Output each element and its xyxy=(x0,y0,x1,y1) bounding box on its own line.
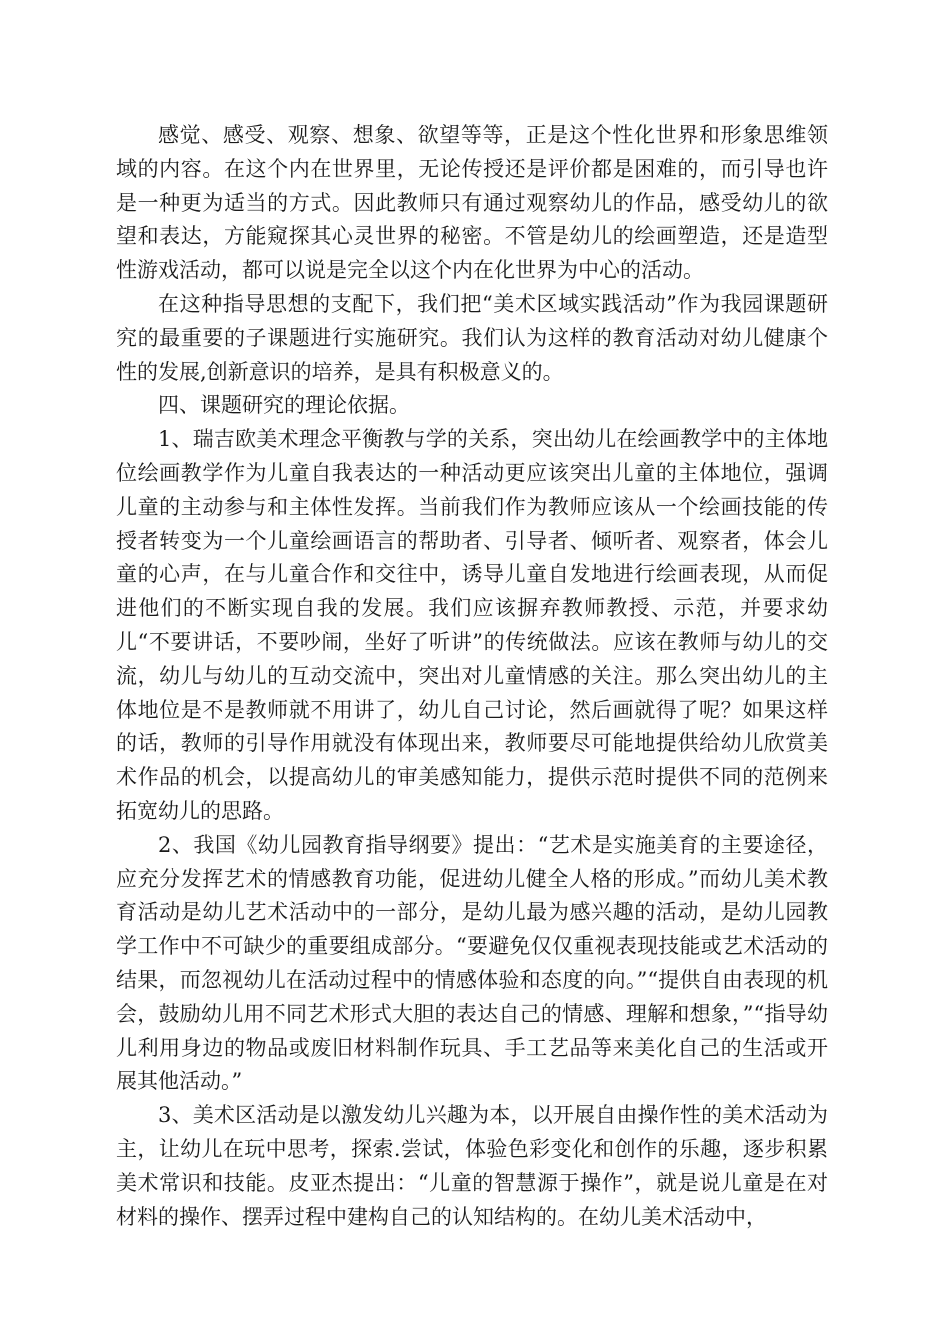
section-heading-theory-basis: 四、课题研究的理论依据。 xyxy=(158,393,410,418)
paragraph-point-1-reggio: 1、瑞吉欧美术理念平衡教与学的关系，突出幼儿在绘画教学中的主体地位绘画教学作为儿童自我表达的一种活动更应该突出儿童的主体地位，强调儿童的主动参与和主体性发挥。当前我们作为教师应该从一个绘画技能的传授者转变为一个儿童绘画语言的帮助者、引导者、倾听者、观察者，体会儿童的心声，在与儿童合作和交往中，诱导儿童自发地进行绘画表现，从而促进他们的不断实现自我的发展。我们应该摒弃教师教授、示范，并要求幼儿“不要讲话，不要吵闹，坐好了听讲”的传统做法。应该在教师与幼儿的交流，幼儿与幼儿的互动交流中，突出对儿童情感的关注。那么突出幼儿的主体地位是不是教师就不用讲了，幼儿自己讨论，然后画就得了呢？如果这样的话，教师的引导作用就没有体现出来，教师要尽可能地提供给幼儿欣赏美术作品的机会，以提高幼儿的审美感知能力，提供示范时提供不同的范例来拓宽幼儿的思路。 xyxy=(116,427,828,823)
document-body xyxy=(116,119,828,1234)
paragraph-guiding-thought: 在这种指导思想的支配下，我们把“美术区域实践活动”作为我园课题研究的最重要的子课题进行实施研究。我们认为这样的教育活动对幼儿健康个性的发展,创新意识的培养，是具有积极意义的。 xyxy=(116,291,828,384)
paragraph-point-3-art-area: 3、美术区活动是以激发幼儿兴趣为本，以开展自由操作性的美术活动为主，让幼儿在玩中思考，探索.尝试，体验色彩变化和创作的乐趣，逐步积累美术常识和技能。皮亚杰提出：“儿童的智慧源于操作”，就是说儿童是在对材料的操作、摆弄过程中建构自己的认知结构的。在幼儿美术活动中， xyxy=(116,1103,828,1229)
paragraph-intro-continued: 感觉、感受、观察、想象、欲望等等，正是这个性化世界和形象思维领域的内容。在这个内在世界里，无论传授还是评价都是困难的，而引导也许是一种更为适当的方式。因此教师只有通过观察幼儿的作品，感受幼儿的欲望和表达，方能窥探其心灵世界的秘密。不管是幼儿的绘画塑造，还是造型性游戏活动，都可以说是完全以这个内在化世界为中心的活动。 xyxy=(116,123,828,283)
paragraph-point-2-guidelines: 2、我国《幼儿园教育指导纲要》提出：“艺术是实施美育的主要途径，应充分发挥艺术的情感教育功能，促进幼儿健全人格的形成。”而幼儿美术教育活动是幼儿艺术活动中的一部分，是幼儿最为感兴趣的活动，是幼儿园教学工作中不可缺少的重要组成部分。“要避免仅仅重视表现技能或艺术活动的结果，而忽视幼儿在活动过程中的情感体验和态度的向。”“提供自由表现的机会，鼓励幼儿用不同艺术形式大胆的表达自己的情感、理解和想象，”“指导幼儿利用身边的物品或废旧材料制作玩具、手工艺品等来美化自己的生活或开展其他活动。” xyxy=(116,832,828,1094)
